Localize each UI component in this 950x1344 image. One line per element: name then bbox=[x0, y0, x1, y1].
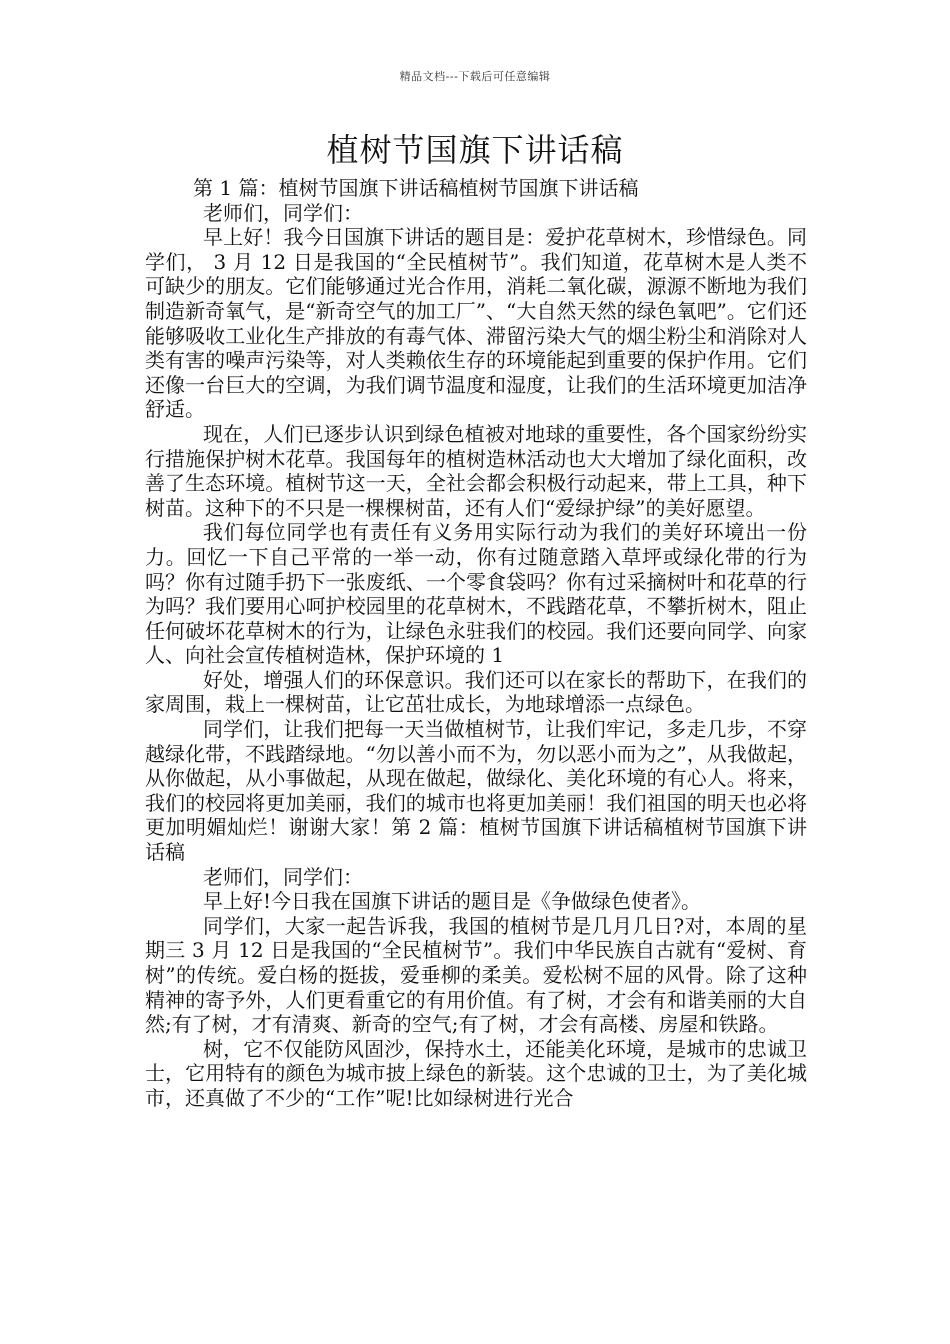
paragraph: 好处，增强人们的环保意识。我们还可以在家长的帮助下，在我们的家周围，栽上一棵树苗，让它茁壮成长，为地球增添一点绿色。 bbox=[145, 667, 807, 717]
salutation: 老师们，同学们： bbox=[203, 864, 363, 889]
paragraph: 同学们，大家一起告诉我，我国的植树节是几月几日?对，本周的星期三 3 月 12 日是我国的“全民植树节”。我们中华民族自古就有“爱树、育树”的传统。爱白杨的挺拔，爱垂柳的柔美。爱松树不屈的风骨。除了这种精神的寄予外，人们更看重它的有用价值。有了树，才会有和谐美丽的大自然;有了树，才有清爽、新奇的空气;有了树，才会有高楼、房屋和铁路。 bbox=[145, 913, 807, 1037]
paragraph: 我们每位同学也有责任有义务用实际行动为我们的美好环境出一份力。回忆一下自己平常的一举一动，你有过随意踏入草坪或绿化带的行为吗？你有过随手扔下一张废纸、一个零食袋吗？你有过采摘树叶和花草的行为吗？我们要用心呵护校园里的花草树木，不践踏花草，不攀折树木，阻止任何破坏花草树木的行为，让绿色永驻我们的校园。我们还要向同学、向家人、向社会宣传植树造林，保护环境的 1 bbox=[145, 520, 807, 668]
paragraph: 同学们，让我们把每一天当做植树节，让我们牢记，多走几步，不穿越绿化带，不践踏绿地。“勿以善小而不为，勿以恶小而为之”，从我做起，从你做起，从小事做起，从现在做起，做绿化、美化环境的有心人。将来，我们的校园将更加美丽，我们的城市也将更加美丽！我们祖国的明天也必将更加明媚灿烂！谢谢大家！第 2 篇：植树节国旗下讲话稿植树节国旗下讲话稿 bbox=[145, 717, 807, 865]
section-heading-1: 第 1 篇：植树节国旗下讲话稿植树节国旗下讲话稿 bbox=[193, 176, 639, 200]
paragraph: 早上好!今日我在国旗下讲话的题目是《争做绿色使者》。 bbox=[203, 889, 702, 914]
paragraph: 现在，人们已逐步认识到绿色植被对地球的重要性，各个国家纷纷实行措施保护树木花草。我国每年的植树造林活动也大大增加了绿化面积，改善了生态环境。植树节这一天，全社会都会积极行动起来，带上工具，种下树苗。这种下的不只是一棵棵树苗，还有人们“爱绿护绿”的美好愿望。 bbox=[145, 421, 807, 520]
paragraph: 早上好！我今日国旗下讲话的题目是：爱护花草树木，珍惜绿色。同学们， 3 月 12 日是我国的“全民植树节”。我们知道，花草树木是人类不可缺少的朋友。它们能够通过光合作用，消耗二氧化碳，源源不断地为我们制造新奇氧气，是“新奇空气的加工厂”、“大自然天然的绿色氧吧”。它们还能够吸收工业化生产排放的有毒气体、滞留污染大气的烟尘粉尘和消除对人类有害的噪声污染等，对人类赖依生存的环境能起到重要的保护作用。它们还像一台巨大的空调，为我们调节温度和湿度，让我们的生活环境更加洁净舒适。 bbox=[145, 225, 807, 422]
header-note: 精品文档---下载后可任意编辑 bbox=[399, 70, 551, 83]
paragraph: 树，它不仅能防风固沙，保持水土，还能美化环境，是城市的忠诚卫士，它用特有的颜色为城市披上绿色的新装。这个忠诚的卫士，为了美化城市，还真做了不少的“工作”呢!比如绿树进行光合 bbox=[145, 1036, 807, 1110]
document-body bbox=[145, 176, 807, 1111]
document-title: 植树节国旗下讲话稿 bbox=[326, 131, 624, 169]
salutation: 老师们，同学们： bbox=[203, 200, 363, 225]
